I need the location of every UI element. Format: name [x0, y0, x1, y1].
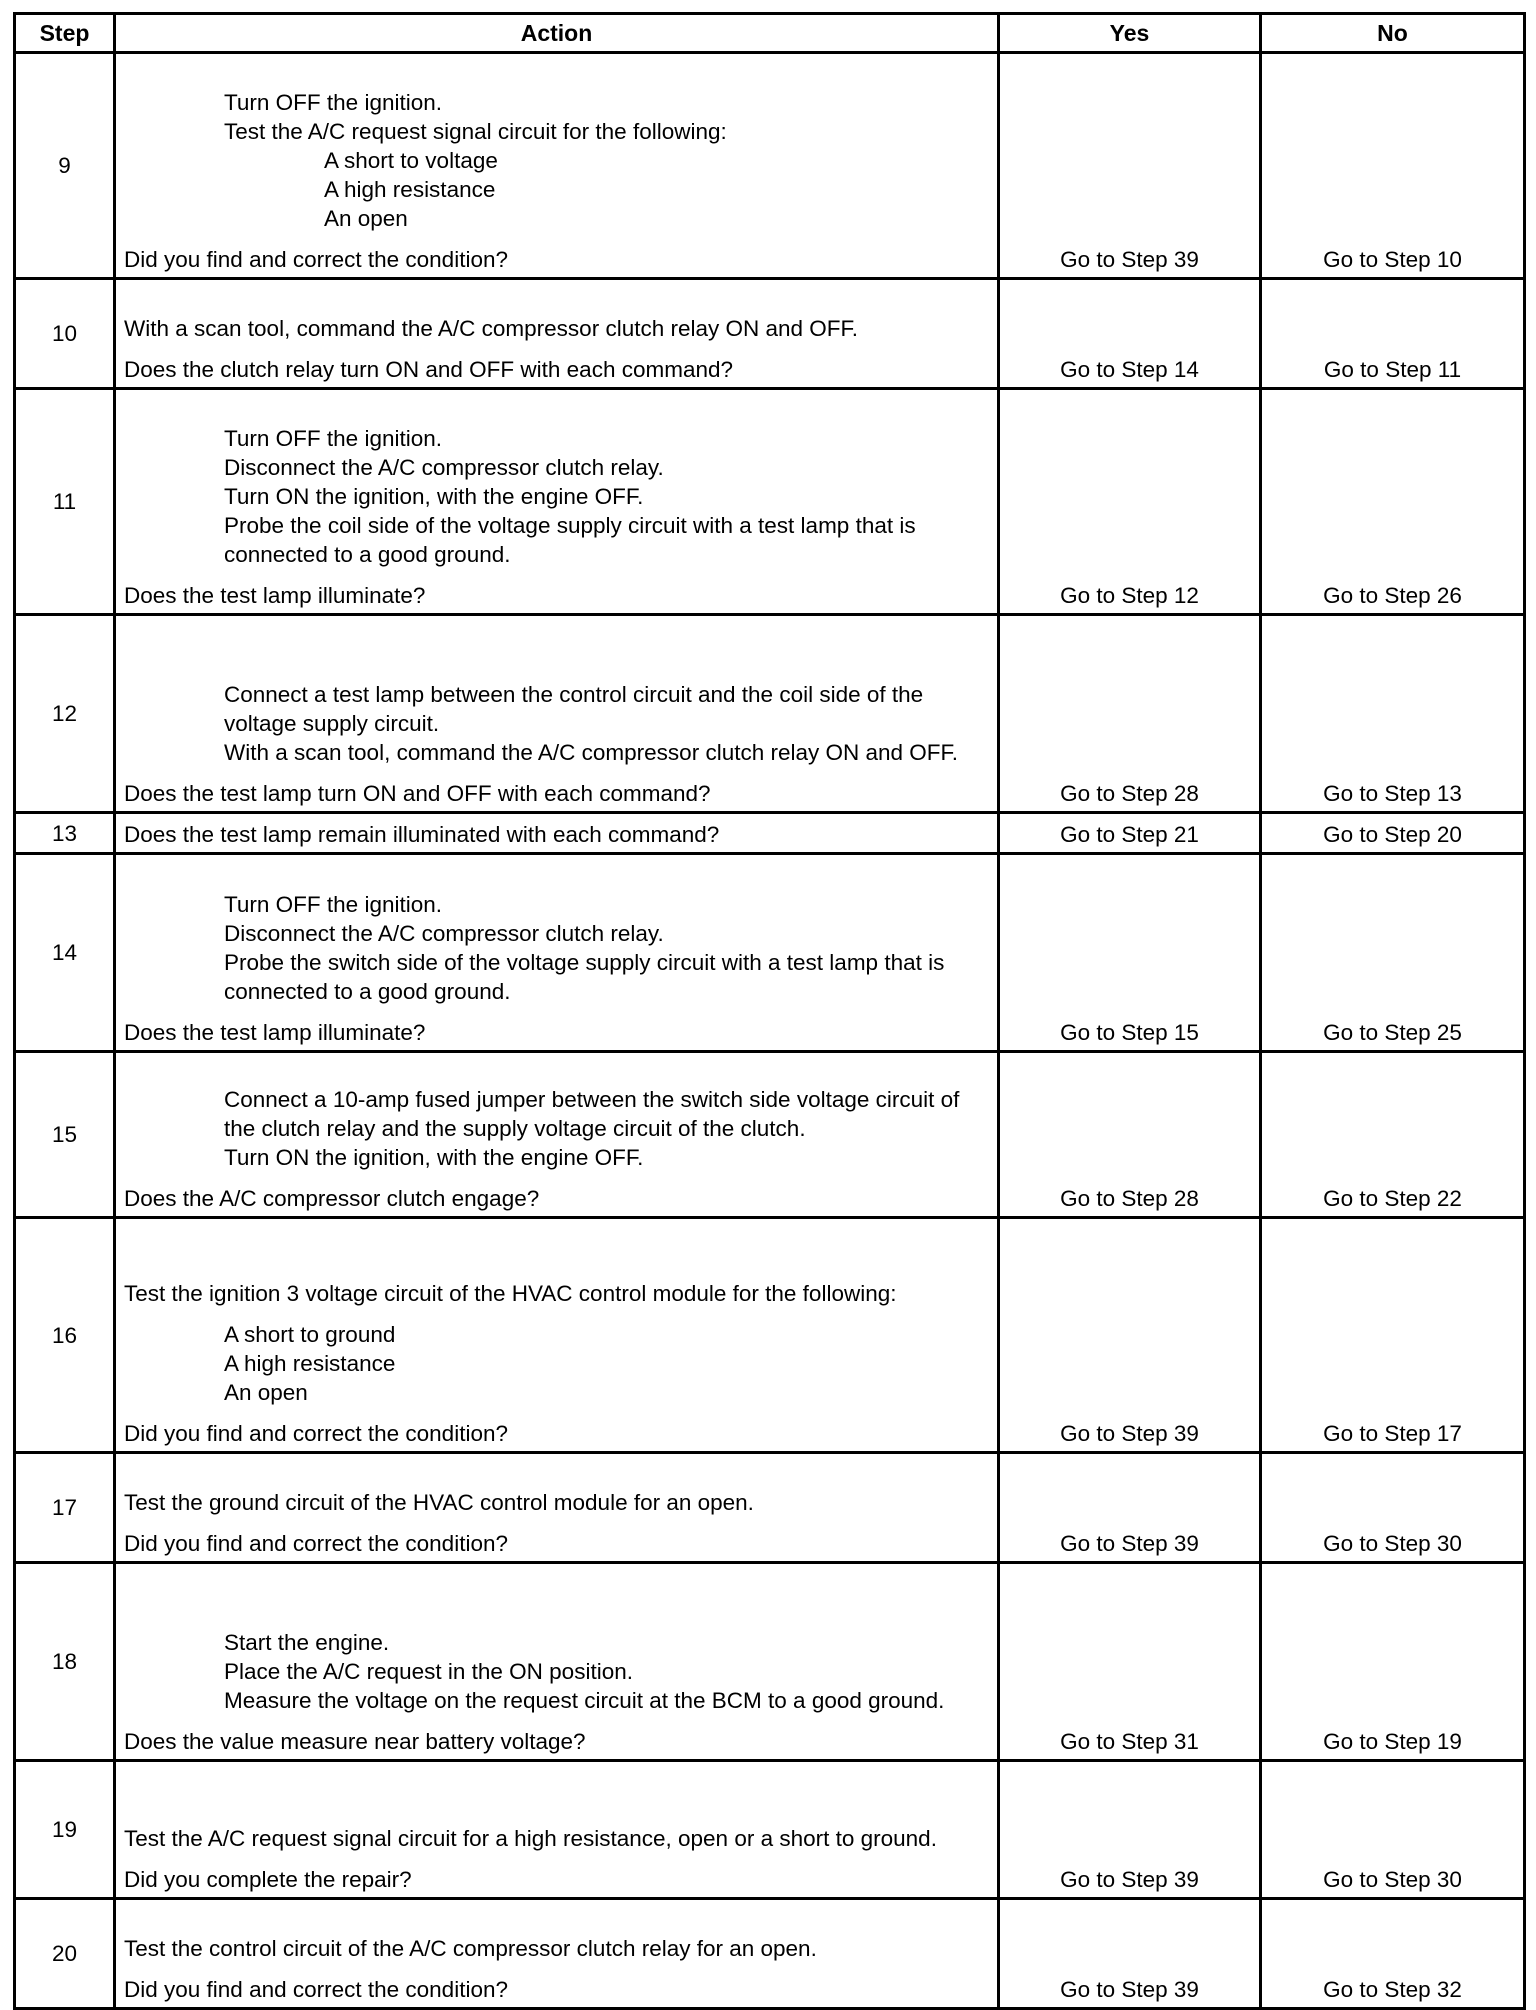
step-number: 18 [15, 1563, 115, 1761]
action-step-item: Connect a test lamp between the control circuit and the coil side of the voltage supply circuit. [224, 682, 924, 736]
table-body [15, 53, 1525, 2009]
yes-result: Go to Step 39 [999, 1218, 1261, 1453]
yes-result: Go to Step 15 [999, 854, 1261, 1052]
table-row [15, 1052, 1525, 1218]
yes-result: Go to Step 39 [999, 1899, 1261, 2009]
table-row [15, 1218, 1525, 1453]
action-intro: With a scan tool, command the A/C compressor clutch relay ON and OFF. [124, 316, 859, 341]
header-action: Action [115, 14, 999, 53]
step-number: 17 [15, 1453, 115, 1563]
action-cell [115, 1761, 999, 1899]
action-step-item: Disconnect the A/C compressor clutch relay. [224, 455, 664, 480]
header-step: Step [15, 14, 115, 53]
action-step-item: With a scan tool, command the A/C compressor clutch relay ON and OFF. [224, 740, 959, 765]
yes-result: Go to Step 28 [999, 1052, 1261, 1218]
action-question: Does the test lamp illuminate? [124, 1020, 426, 1045]
no-result: Go to Step 30 [1261, 1453, 1525, 1563]
action-step-item: Turn OFF the ignition. [224, 90, 443, 115]
action-step-item: A high resistance [324, 177, 496, 202]
step-number: 16 [15, 1218, 115, 1453]
action-cell [115, 279, 999, 389]
action-cell [115, 813, 999, 854]
action-step-item: An open [324, 206, 408, 231]
action-intro: Test the A/C request signal circuit for a high resistance, open or a short to ground. [124, 1826, 937, 1851]
action-cell [115, 615, 999, 813]
no-result: Go to Step 13 [1261, 615, 1525, 813]
table-row [15, 53, 1525, 279]
action-question: Did you find and correct the condition? [124, 1421, 508, 1446]
action-step-item: Connect a 10-amp fused jumper between the switch side voltage circuit of the clutch relay and the supply voltage circuit of the clutch. [224, 1087, 960, 1141]
action-step-item: Turn ON the ignition, with the engine OFF. [224, 1145, 644, 1170]
step-number: 13 [15, 813, 115, 854]
yes-result: Go to Step 39 [999, 53, 1261, 279]
action-step-item: A short to ground [224, 1322, 396, 1347]
no-result: Go to Step 32 [1261, 1899, 1525, 2009]
action-question: Does the clutch relay turn ON and OFF with each command? [124, 357, 734, 382]
action-question: Did you find and correct the condition? [124, 1531, 508, 1556]
action-step-item: Turn OFF the ignition. [224, 892, 443, 917]
action-step-item: Start the engine. [224, 1630, 390, 1655]
table-row [15, 854, 1525, 1052]
header-row [15, 14, 1525, 53]
action-question: Did you find and correct the condition? [124, 1977, 508, 2002]
no-result: Go to Step 20 [1261, 813, 1525, 854]
action-intro: Test the ground circuit of the HVAC control module for an open. [124, 1490, 754, 1515]
action-step-item: Turn ON the ignition, with the engine OFF. [224, 484, 644, 509]
table-row [15, 1899, 1525, 2009]
table-row [15, 1563, 1525, 1761]
yes-result: Go to Step 39 [999, 1761, 1261, 1899]
step-number: 14 [15, 854, 115, 1052]
yes-result: Go to Step 28 [999, 615, 1261, 813]
action-step-item: Disconnect the A/C compressor clutch relay. [224, 921, 664, 946]
action-cell [115, 389, 999, 615]
action-cell [115, 53, 999, 279]
action-step-item: Turn OFF the ignition. [224, 426, 443, 451]
table-row [15, 1761, 1525, 1899]
action-question: Does the test lamp turn ON and OFF with each command? [124, 781, 711, 806]
action-question: Did you find and correct the condition? [124, 247, 508, 272]
no-result: Go to Step 22 [1261, 1052, 1525, 1218]
step-number: 9 [15, 53, 115, 279]
header-no: No [1261, 14, 1525, 53]
action-question: Does the A/C compressor clutch engage? [124, 1186, 540, 1211]
step-number: 10 [15, 279, 115, 389]
action-step-item: Measure the voltage on the request circuit at the BCM to a good ground. [224, 1688, 945, 1713]
action-cell [115, 1899, 999, 2009]
yes-result: Go to Step 39 [999, 1453, 1261, 1563]
table-row [15, 279, 1525, 389]
action-intro: Test the ignition 3 voltage circuit of the HVAC control module for the following: [124, 1281, 897, 1306]
action-question: Does the value measure near battery voltage? [124, 1729, 586, 1754]
step-number: 11 [15, 389, 115, 615]
action-cell [115, 1052, 999, 1218]
no-result: Go to Step 17 [1261, 1218, 1525, 1453]
diagnostic-table [13, 12, 1526, 2010]
table-row [15, 389, 1525, 615]
action-cell [115, 1218, 999, 1453]
table-row [15, 1453, 1525, 1563]
action-step-item: Probe the coil side of the voltage supply circuit with a test lamp that is connected to a good ground. [224, 513, 916, 567]
step-number: 19 [15, 1761, 115, 1899]
action-step-item: A high resistance [224, 1351, 396, 1376]
yes-result: Go to Step 12 [999, 389, 1261, 615]
step-number: 12 [15, 615, 115, 813]
table-row [15, 813, 1525, 854]
action-intro: Test the control circuit of the A/C compressor clutch relay for an open. [124, 1936, 817, 1961]
action-step-item: A short to voltage [324, 148, 498, 173]
no-result: Go to Step 11 [1261, 279, 1525, 389]
action-cell [115, 1563, 999, 1761]
step-number: 20 [15, 1899, 115, 2009]
action-cell [115, 854, 999, 1052]
yes-result: Go to Step 31 [999, 1563, 1261, 1761]
action-step-item: An open [224, 1380, 308, 1405]
yes-result: Go to Step 21 [999, 813, 1261, 854]
no-result: Go to Step 26 [1261, 389, 1525, 615]
header-yes: Yes [999, 14, 1261, 53]
action-step-item: Place the A/C request in the ON position. [224, 1659, 633, 1684]
step-number: 15 [15, 1052, 115, 1218]
no-result: Go to Step 30 [1261, 1761, 1525, 1899]
yes-result: Go to Step 14 [999, 279, 1261, 389]
action-question: Did you complete the repair? [124, 1867, 412, 1892]
action-question: Does the test lamp remain illuminated with each command? [124, 822, 720, 847]
no-result: Go to Step 19 [1261, 1563, 1525, 1761]
no-result: Go to Step 25 [1261, 854, 1525, 1052]
action-question: Does the test lamp illuminate? [124, 583, 426, 608]
table-row [15, 615, 1525, 813]
no-result: Go to Step 10 [1261, 53, 1525, 279]
action-step-item: Probe the switch side of the voltage supply circuit with a test lamp that is connected to a good ground. [224, 950, 945, 1004]
action-cell [115, 1453, 999, 1563]
action-step-item: Test the A/C request signal circuit for the following: [224, 119, 727, 144]
